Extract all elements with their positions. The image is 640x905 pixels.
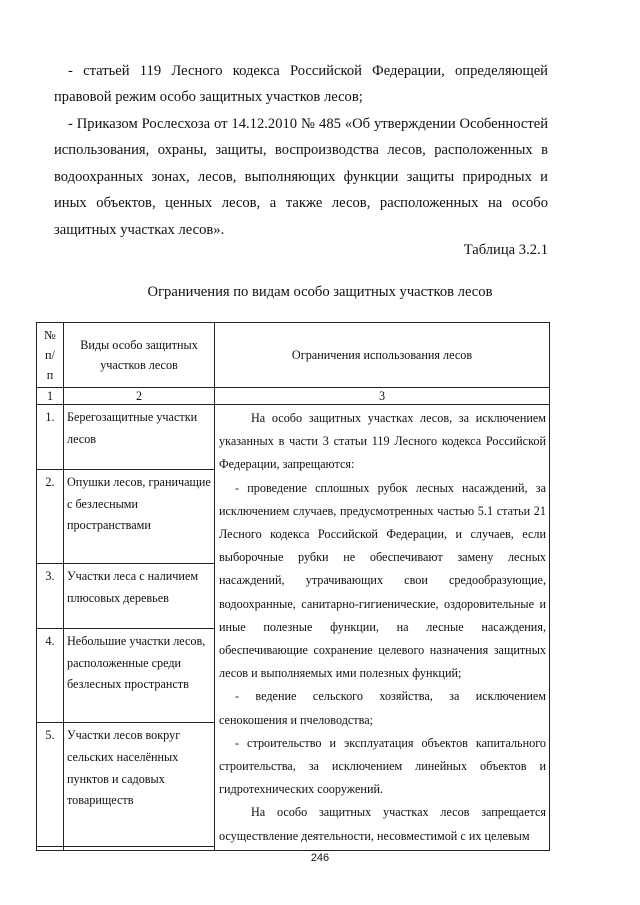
table-title: Ограничения по видам особо защитных участков лесов	[147, 284, 493, 300]
empty-cell	[64, 846, 215, 850]
row-type: Участки лесов вокруг сельских населённых пунктов и садовых товариществ	[64, 723, 215, 846]
restrictions-table	[36, 322, 550, 851]
restrictions-item: - строительство и эксплуатация объектов капитального строительства, за исключением линейных объектов и гидротехнических сооружений.	[219, 735, 546, 797]
restrictions-item: - проведение сплошных рубок лесных насаждений, за исключением случаев, предусмотренных частью 5.1 статьи 21 Лесного кодекса Российской Федерации, и случаев, если выборочные рубки не обеспечивают замену лесных насаждений, утрачивающих свои средообразующие, водоохранные, санитарно-гигиенические, оздоровительные и иные полезные функции, на лесные насаждения, обеспечивающие сохранение целевого назначения защитных лесов и выполняемых ими полезных функций;	[219, 480, 546, 681]
table-number: Таблица 3.2.1	[463, 242, 548, 258]
row-number: 5.	[37, 723, 64, 846]
row-type: Небольшие участки лесов, расположенные среди безлесных пространств	[64, 629, 215, 723]
row-number: 2.	[37, 470, 64, 564]
restrictions-paragraph: На особо защитных участках лесов запрещается осуществление деятельности, несовместимой с их целевым	[219, 805, 546, 843]
column-number-1: 1	[37, 388, 64, 405]
row-number: 4.	[37, 629, 64, 723]
column-number-row	[37, 388, 550, 405]
column-number-3: 3	[215, 388, 550, 405]
restrictions-text	[215, 405, 550, 851]
column-number-2: 2	[64, 388, 215, 405]
row-number: 3.	[37, 564, 64, 629]
table-row	[37, 405, 550, 470]
header-number: № п/п	[37, 323, 64, 388]
empty-cell	[37, 846, 64, 850]
row-type: Берегозащитные участки лесов	[64, 405, 215, 470]
header-type: Виды особо защитных участков лесов	[64, 323, 215, 388]
row-type: Участки леса с наличием плюсовых деревьев	[64, 564, 215, 629]
restrictions-item: - ведение сельского хозяйства, за исключением сенокошения и пчеловодства;	[219, 689, 546, 727]
table-header-row	[37, 323, 550, 388]
row-type: Опушки лесов, граничащие с безлесными пространствами	[64, 470, 215, 564]
page-number: 246	[310, 852, 330, 864]
row-number: 1.	[37, 405, 64, 470]
restrictions-paragraph: На особо защитных участках лесов, за исключением указанных в части 3 статьи 119 Лесного кодекса Российской Федерации, запрещаются:	[219, 411, 546, 472]
header-restrictions: Ограничения использования лесов	[215, 323, 550, 388]
paragraph-article-119: - статьей 119 Лесного кодекса Российской Федерации, определяющей правовой режим особо защитных участков лесов;	[54, 63, 548, 106]
paragraph-order-485: - Приказом Рослесхоза от 14.12.2010 № 485 «Об утверждении Особенностей использования, охраны, защиты, воспроизводства лесов, расположенных в водоохранных зонах, лесов, выполняющих функции защиты природных и иных объектов, ценных лесов, а также лесов, расположенных на особо защитных участках лесов».	[54, 116, 548, 238]
